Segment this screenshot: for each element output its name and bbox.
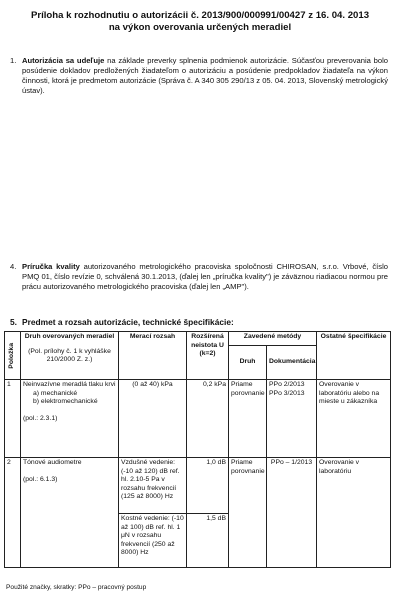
section-1-text: na základe preverky splnenia podmienok autorizácie. Súčasťou preverovania bolo posúdenie dokladov predložených žiadateľom o autorizáciu a posúdenie predpokladov žiadateľa na výkon činnosti, ktorá je predmetom autorizácie (Správa č. A 340 305 290/13 z 05. 04. 2013, Slovenský metrologický ústav).	[22, 56, 389, 95]
title-line-2: na výkon overovania určených meradiel	[108, 22, 292, 33]
header-metody-dokumentacia: Dokumentácia	[267, 346, 317, 380]
row1-doc-2: PPo 3/2013	[269, 389, 305, 397]
section-4	[10, 262, 388, 292]
row2-meter-cell	[21, 458, 119, 568]
row1-meter-cell	[21, 380, 119, 458]
row2-number: 2	[5, 458, 21, 568]
header-polozka-cell	[5, 332, 21, 380]
row2-doc: PPo – 1/2013	[267, 458, 317, 568]
row2-uncertainty-bone: 1,5 dB	[187, 514, 229, 568]
row2-uncertainty-air: 1,0 dB	[187, 458, 229, 514]
header-metody-druh: Druh	[229, 346, 267, 380]
row2-method: Priame porovnanie	[229, 458, 267, 568]
header-druh-note: (Pol. prílohy č. 1 k vyhláške 210/2000 Z. z.)	[28, 347, 111, 364]
row1-doc-1: PPo 2/2013	[269, 381, 305, 388]
table-row	[5, 458, 391, 514]
row1-other: Overovanie v laboratóriu alebo na mieste u zákazníka	[317, 380, 391, 458]
header-druh: Druh overovaných meradiel	[24, 333, 115, 340]
row1-meter-name: Neinvazívne meradlá tlaku krvi	[23, 381, 116, 388]
section-1-body	[22, 56, 388, 96]
header-neistota-k: (k=2)	[199, 350, 216, 358]
row1-pol: (pol.: 2.3.1)	[23, 414, 58, 422]
header-druh-cell	[21, 332, 119, 380]
row2-range-bone: Kostné vedenie: (-10 až 100) dB ref. hl. 1 μN v rozsahu frekvencií (250 až 8000) Hz	[119, 514, 187, 568]
row2-other: Overovanie v laboratóriu	[317, 458, 391, 568]
section-number: 4.	[10, 262, 17, 271]
section-5	[10, 317, 388, 327]
specification-table	[4, 331, 391, 568]
section-1	[10, 56, 388, 96]
row1-uncertainty: 0,2 kPa	[187, 380, 229, 458]
row1-sub-b: b) elektromechanické	[33, 398, 98, 406]
row2-meter-name: Tónové audiometre	[23, 459, 82, 466]
header-neistota: Rozšírená neistota U	[191, 333, 224, 349]
document-title	[20, 10, 380, 34]
row1-sub-a: a) mechanické	[33, 389, 78, 397]
section-number: 1.	[10, 56, 17, 65]
section-4-lead: Príručka kvality	[22, 262, 80, 271]
title-line-1: Príloha k rozhodnutiu o autorizácii č. 2013/900/000991/00427 z 16. 04. 2013	[30, 10, 370, 21]
row1-method: Priame porovnanie	[229, 380, 267, 458]
footnote: Použité značky, skratky: PPo – pracovný postup	[6, 584, 147, 591]
table-row	[5, 380, 391, 458]
table-header-row	[5, 332, 391, 346]
row1-number: 1	[5, 380, 21, 458]
section-4-text: autorizovaného metrologického pracoviska spoločnosti CHIROSAN, s.r.o. Vrbové, číslo PMQ 01, číslo revízie 0, schválená 30.1.2013, (ďalej len „príručka kvality") je záväznou riadiacou normou pre prácu autorizovaného metrologického pracoviska (ďalej len „AMP").	[22, 262, 388, 291]
row2-range-air: Vzdušné vedenie: (-10 až 120) dB ref. hl. 2.10-5 Pa v rozsahu frekvencií (125 až 8000) Hz	[119, 458, 187, 514]
section-5-heading: Predmet a rozsah autorizácie, technické špecifikácie:	[22, 317, 234, 327]
section-number: 5.	[10, 317, 17, 327]
row1-range: (0 až 40) kPa	[119, 380, 187, 458]
header-polozka: Položka	[8, 342, 16, 369]
section-4-body	[22, 262, 388, 292]
header-neistota-cell	[187, 332, 229, 380]
header-rozsah: Merací rozsah	[119, 332, 187, 380]
row2-pol: (pol.: 6.1.3)	[23, 475, 58, 483]
row1-docs	[267, 380, 317, 458]
header-metody: Zavedené metódy	[229, 332, 317, 346]
section-1-lead: Autorizácia sa udeľuje	[22, 56, 105, 65]
header-ostatne: Ostatné špecifikácie	[317, 332, 391, 380]
